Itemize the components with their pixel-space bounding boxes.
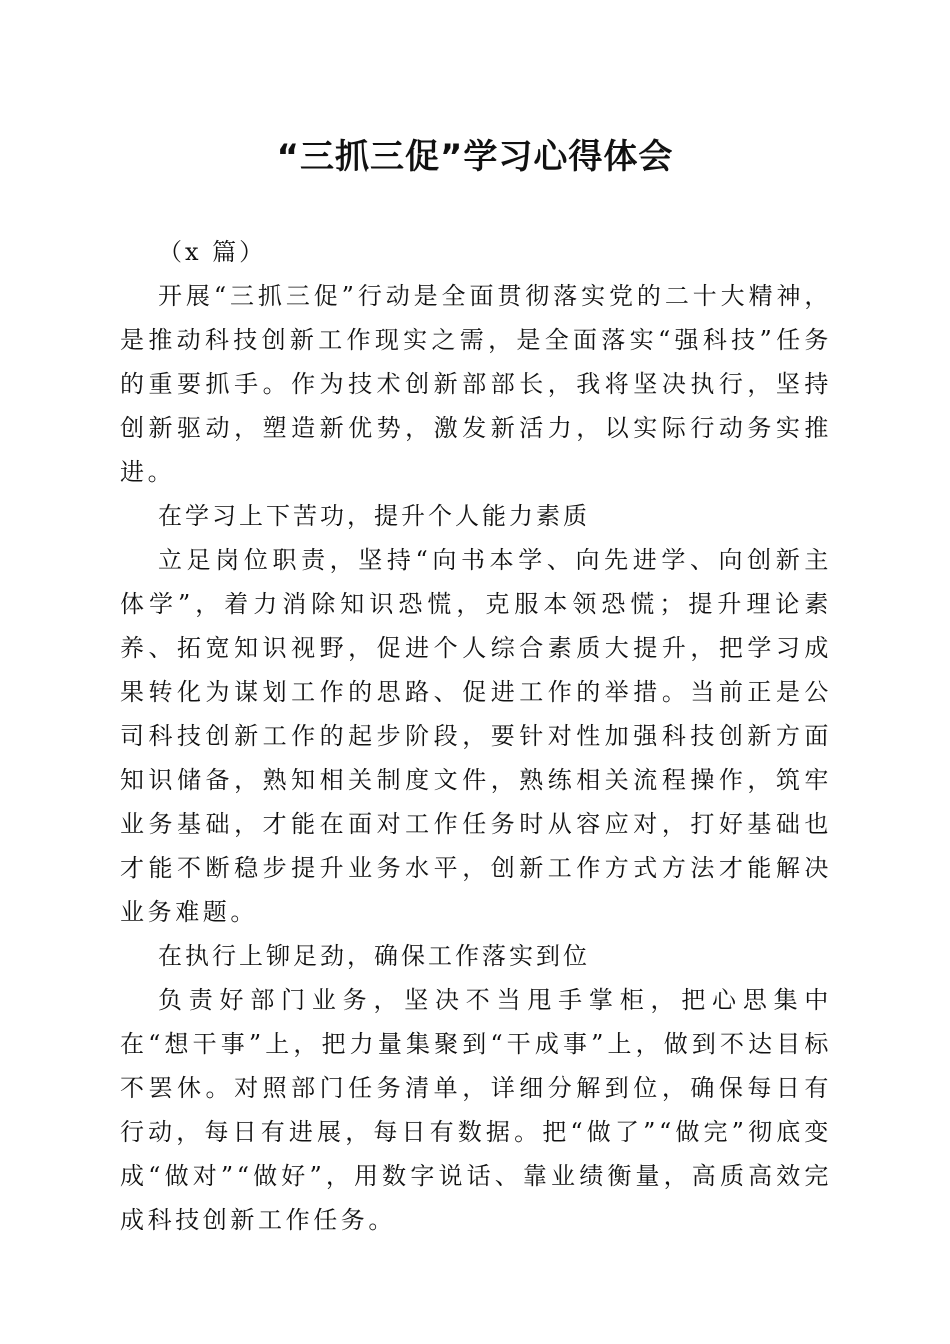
- document-body: [120, 230, 832, 1242]
- subtitle: （x 篇）: [158, 238, 267, 266]
- section-heading-execution: 在执行上铆足劲，确保工作落实到位: [158, 942, 590, 970]
- paragraph-study: 立足岗位职责，坚持“向书本学、向先进学、向创新主体学”，着力消除知识恐慌，克服本领恐慌；提升理论素养、拓宽知识视野，促进个人综合素质大提升，把学习成果转化为谋划工作的思路、促进工作的举措。当前正是公司科技创新工作的起步阶段，要针对性加强科技创新方面知识储备，熟知相关制度文件，熟练相关流程操作，筑牢业务基础，才能在面对工作任务时从容应对，打好基础也才能不断稳步提升业务水平，创新工作方式方法才能解决业务难题。: [120, 546, 832, 926]
- section-heading-study: 在学习上下苦功，提升个人能力素质: [158, 502, 590, 530]
- paragraph-execution: 负责好部门业务，坚决不当甩手掌柜，把心思集中在“想干事”上，把力量集聚到“干成事”上，做到不达目标不罢休。对照部门任务清单，详细分解到位，确保每日有行动，每日有进展，每日有数据。把“做了”“做完”彻底变成“做对”“做好”，用数字说话、靠业绩衡量，高质高效完成科技创新工作任务。: [120, 986, 832, 1234]
- paragraph-intro: 开展“三抓三促”行动是全面贯彻落实党的二十大精神，是推动科技创新工作现实之需，是全面落实“强科技”任务的重要抓手。作为技术创新部部长，我将坚决执行，坚持创新驱动，塑造新优势，激发新活力，以实际行动务实推进。: [120, 282, 832, 486]
- document-title: “三抓三促”学习心得体会: [276, 137, 674, 177]
